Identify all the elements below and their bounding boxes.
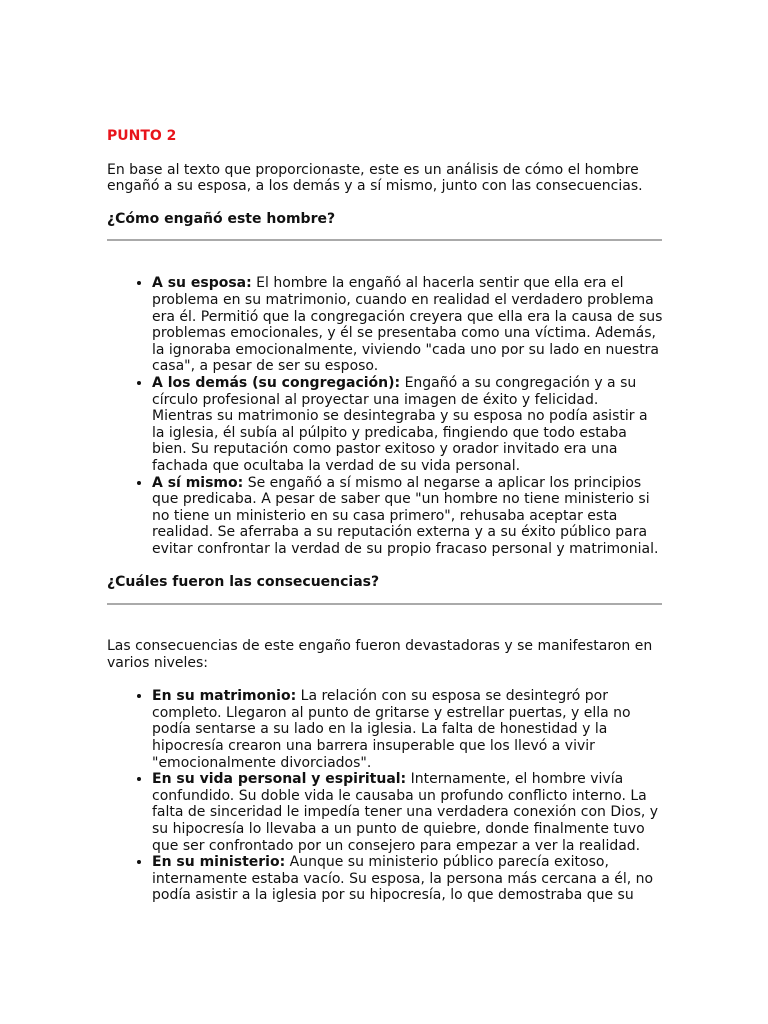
deception-list — [107, 275, 663, 557]
list-item-text: El hombre la engañó al hacerla sentir que ella era el problema en su matrimonio, cuando en realidad el verdadero problema era él. Permitió que la congregación creyera que ella era la causa de sus problemas emocionales, y él se presentaba como una víctima. Además, la ignoraba emocionalmente, viviendo "cada uno por su lado en nuestra casa", a pesar de ser su esposo. — [152, 275, 663, 375]
intro-paragraph: En base al texto que proporcionaste, este es un análisis de cómo el hombre engañó a su esposa, a los demás y a sí mismo, junto con las consecuencias. — [107, 161, 643, 195]
document-body — [107, 128, 663, 904]
list-item — [152, 375, 663, 475]
list-item-text: Internamente, el hombre vivía confundido. Su doble vida le causaba un profundo conflicto interno. La falta de sinceridad le impedía tener una verdadera conexión con Dios, y su hipocresía lo llevaba a un punto de quiebre, donde finalmente tuvo que ser confrontado por un consejero para empezar a ver la realidad. — [152, 771, 659, 854]
consequences-list — [107, 688, 663, 904]
horizontal-rule — [107, 239, 662, 241]
list-item — [152, 854, 663, 904]
list-item — [152, 275, 663, 375]
horizontal-rule — [107, 603, 662, 605]
list-item-label: En su matrimonio: — [152, 688, 297, 705]
list-item-label: En su ministerio: — [152, 854, 286, 871]
consequences-intro-paragraph: Las consecuencias de este engaño fueron devastadoras y se manifestaron en varios niveles: — [107, 638, 653, 671]
list-item — [152, 688, 663, 771]
list-item-label: A su esposa: — [152, 275, 252, 292]
list-item-text: La relación con su esposa se desintegró por completo. Llegaron al punto de gritarse y estrellar puertas, y ella no podía sentarse a su lado en la iglesia. La falta de honestidad y la hipocresía crearon una barrera insuperable que los llevó a vivir "emocionalmente divorciados". — [152, 688, 631, 771]
list-item-label: A los demás (su congregación): — [152, 374, 401, 391]
list-item-text: Aunque su ministerio público parecía exitoso, internamente estaba vacío. Su esposa, la persona más cercana a él, no podía asistir a la iglesia por su hipocresía, lo que demostraba que su — [152, 854, 654, 904]
list-item-text: Engañó a su congregación y a su círculo profesional al proyectar una imagen de éxito y felicidad. Mientras su matrimonio se desintegraba y su esposa no podía asistir a la iglesia, él subía al púlpito y predicaba, fingiendo que todo estaba bien. Su reputación como pastor exitoso y orador invitado era una fachada que ocultaba la verdad de su vida personal. — [152, 374, 648, 474]
section-heading-deception: ¿Cómo engañó este hombre? — [107, 210, 336, 227]
list-item — [152, 475, 663, 558]
list-item — [152, 771, 663, 854]
document-title: PUNTO 2 — [107, 128, 177, 144]
list-item-label: En su vida personal y espiritual: — [152, 771, 407, 788]
list-item-text: Se engañó a sí mismo al negarse a aplicar los principios que predicaba. A pesar de saber que "un hombre no tiene ministerio si no tiene un ministerio en su casa primero", rehusaba aceptar esta realidad. Se aferraba a su reputación externa y a su éxito público para evitar confrontar la verdad de su propio fracaso personal y matrimonial. — [152, 474, 659, 557]
section-heading-consequences: ¿Cuáles fueron las consecuencias? — [107, 574, 380, 591]
list-item-label: A sí mismo: — [152, 474, 244, 491]
